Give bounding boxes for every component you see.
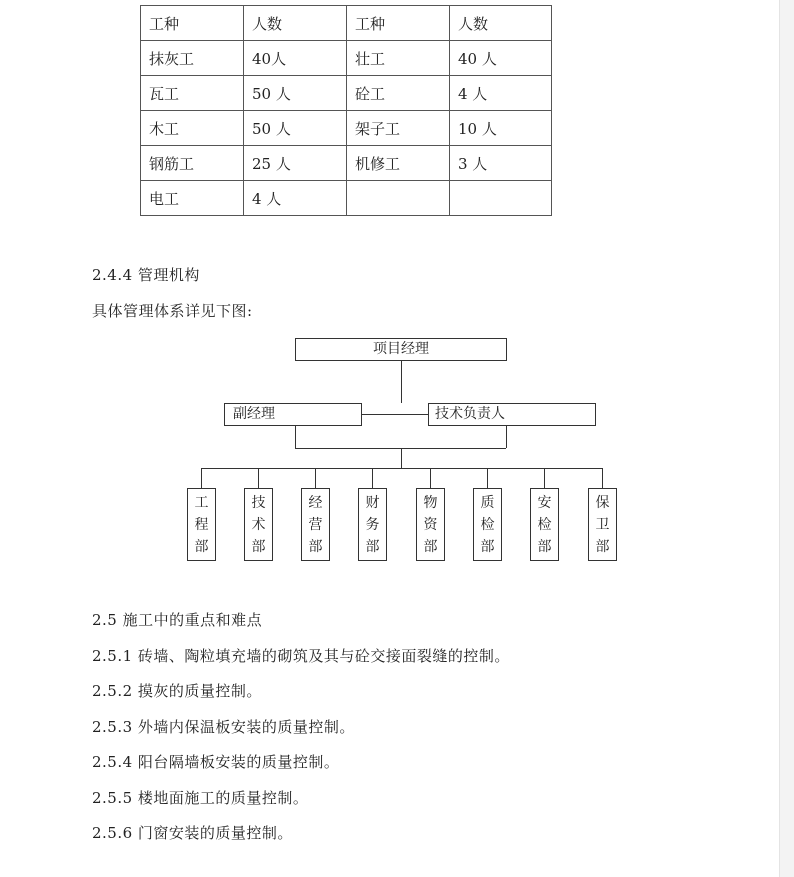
dept-char: 务 (365, 517, 380, 533)
table-cell: 4 人 (450, 76, 552, 111)
dept-char: 安 (537, 495, 552, 511)
table-cell: 4 人 (244, 181, 347, 216)
org-box-security-dept (588, 488, 617, 561)
table-cell: 木工 (141, 111, 244, 146)
org-connector (315, 468, 316, 488)
table-cell: 抹灰工 (141, 41, 244, 76)
table-cell: 40 人 (450, 41, 552, 76)
org-connector (544, 468, 545, 488)
dept-char: 部 (365, 539, 380, 555)
table-header-row (141, 6, 552, 41)
table-cell: 10 人 (450, 111, 552, 146)
table-cell (347, 181, 450, 216)
org-chart-intro: 具体管理体系详见下图: (92, 302, 253, 320)
dept-char: 物 (423, 495, 438, 511)
dept-char: 卫 (595, 517, 610, 533)
org-connector (362, 414, 428, 415)
header-cell: 人数 (244, 6, 347, 41)
table-cell: 40人 (244, 41, 347, 76)
dept-char: 保 (595, 495, 610, 511)
org-connector (487, 468, 488, 488)
section-heading-2-4-4: 2.4.4 管理机构 (92, 266, 200, 284)
dept-char: 程 (194, 517, 209, 533)
org-box-project-manager: 项目经理 (295, 338, 507, 361)
workers-table (140, 5, 552, 216)
dept-char: 质 (480, 495, 495, 511)
page-edge-shadow (779, 0, 794, 877)
org-connector (401, 448, 402, 468)
dept-char: 资 (423, 517, 438, 533)
org-box-finance-dept (358, 488, 387, 561)
header-cell: 工种 (347, 6, 450, 41)
dept-char: 工 (194, 495, 209, 511)
org-box-quality-dept (473, 488, 502, 561)
dept-char: 部 (194, 539, 209, 555)
table-cell: 瓦工 (141, 76, 244, 111)
dept-char: 财 (365, 495, 380, 511)
table-row (141, 146, 552, 181)
dept-char: 检 (480, 517, 495, 533)
table-cell: 砼工 (347, 76, 450, 111)
table-row (141, 76, 552, 111)
org-connector (201, 468, 202, 488)
org-connector (430, 468, 431, 488)
table-cell: 25 人 (244, 146, 347, 181)
header-cell: 人数 (450, 6, 552, 41)
org-box-materials-dept (416, 488, 445, 561)
org-connector (295, 426, 296, 448)
dept-char: 部 (480, 539, 495, 555)
org-connector (506, 426, 507, 448)
table-cell: 3 人 (450, 146, 552, 181)
dept-char: 检 (537, 517, 552, 533)
table-cell: 架子工 (347, 111, 450, 146)
table-cell: 50 人 (244, 76, 347, 111)
dept-char: 营 (308, 517, 323, 533)
section-heading-2-5: 2.5 施工中的重点和难点 (92, 611, 263, 629)
dept-char: 部 (308, 539, 323, 555)
org-connector (258, 468, 259, 488)
table-cell: 机修工 (347, 146, 450, 181)
dept-char: 部 (537, 539, 552, 555)
org-box-technical-lead: 技术负责人 (428, 403, 596, 426)
dept-char: 技 (251, 495, 266, 511)
dept-char: 部 (595, 539, 610, 555)
list-item: 2.5.1 砖墙、陶粒填充墙的砌筑及其与砼交接面裂缝的控制。 (92, 647, 510, 665)
org-connector (602, 468, 603, 488)
dept-char: 经 (308, 495, 323, 511)
table-row (141, 181, 552, 216)
table-cell: 钢筋工 (141, 146, 244, 181)
org-box-technical-dept (244, 488, 273, 561)
org-box-operations-dept (301, 488, 330, 561)
list-item: 2.5.5 楼地面施工的质量控制。 (92, 789, 309, 807)
list-item: 2.5.6 门窗安装的质量控制。 (92, 824, 293, 842)
org-connector (372, 468, 373, 488)
table-cell: 50 人 (244, 111, 347, 146)
table-row (141, 41, 552, 76)
dept-char: 部 (251, 539, 266, 555)
org-box-engineering-dept (187, 488, 216, 561)
list-item: 2.5.3 外墙内保温板安装的质量控制。 (92, 718, 355, 736)
org-connector (201, 468, 602, 469)
table-cell: 电工 (141, 181, 244, 216)
dept-char: 部 (423, 539, 438, 555)
dept-char: 术 (251, 517, 266, 533)
org-box-safety-dept (530, 488, 559, 561)
header-cell: 工种 (141, 6, 244, 41)
org-box-deputy-manager: 副经理 (224, 403, 362, 426)
list-item: 2.5.2 摸灰的质量控制。 (92, 682, 262, 700)
table-cell: 壮工 (347, 41, 450, 76)
org-connector (401, 361, 402, 403)
list-item: 2.5.4 阳台隔墙板安装的质量控制。 (92, 753, 340, 771)
table-cell (450, 181, 552, 216)
table-row (141, 111, 552, 146)
